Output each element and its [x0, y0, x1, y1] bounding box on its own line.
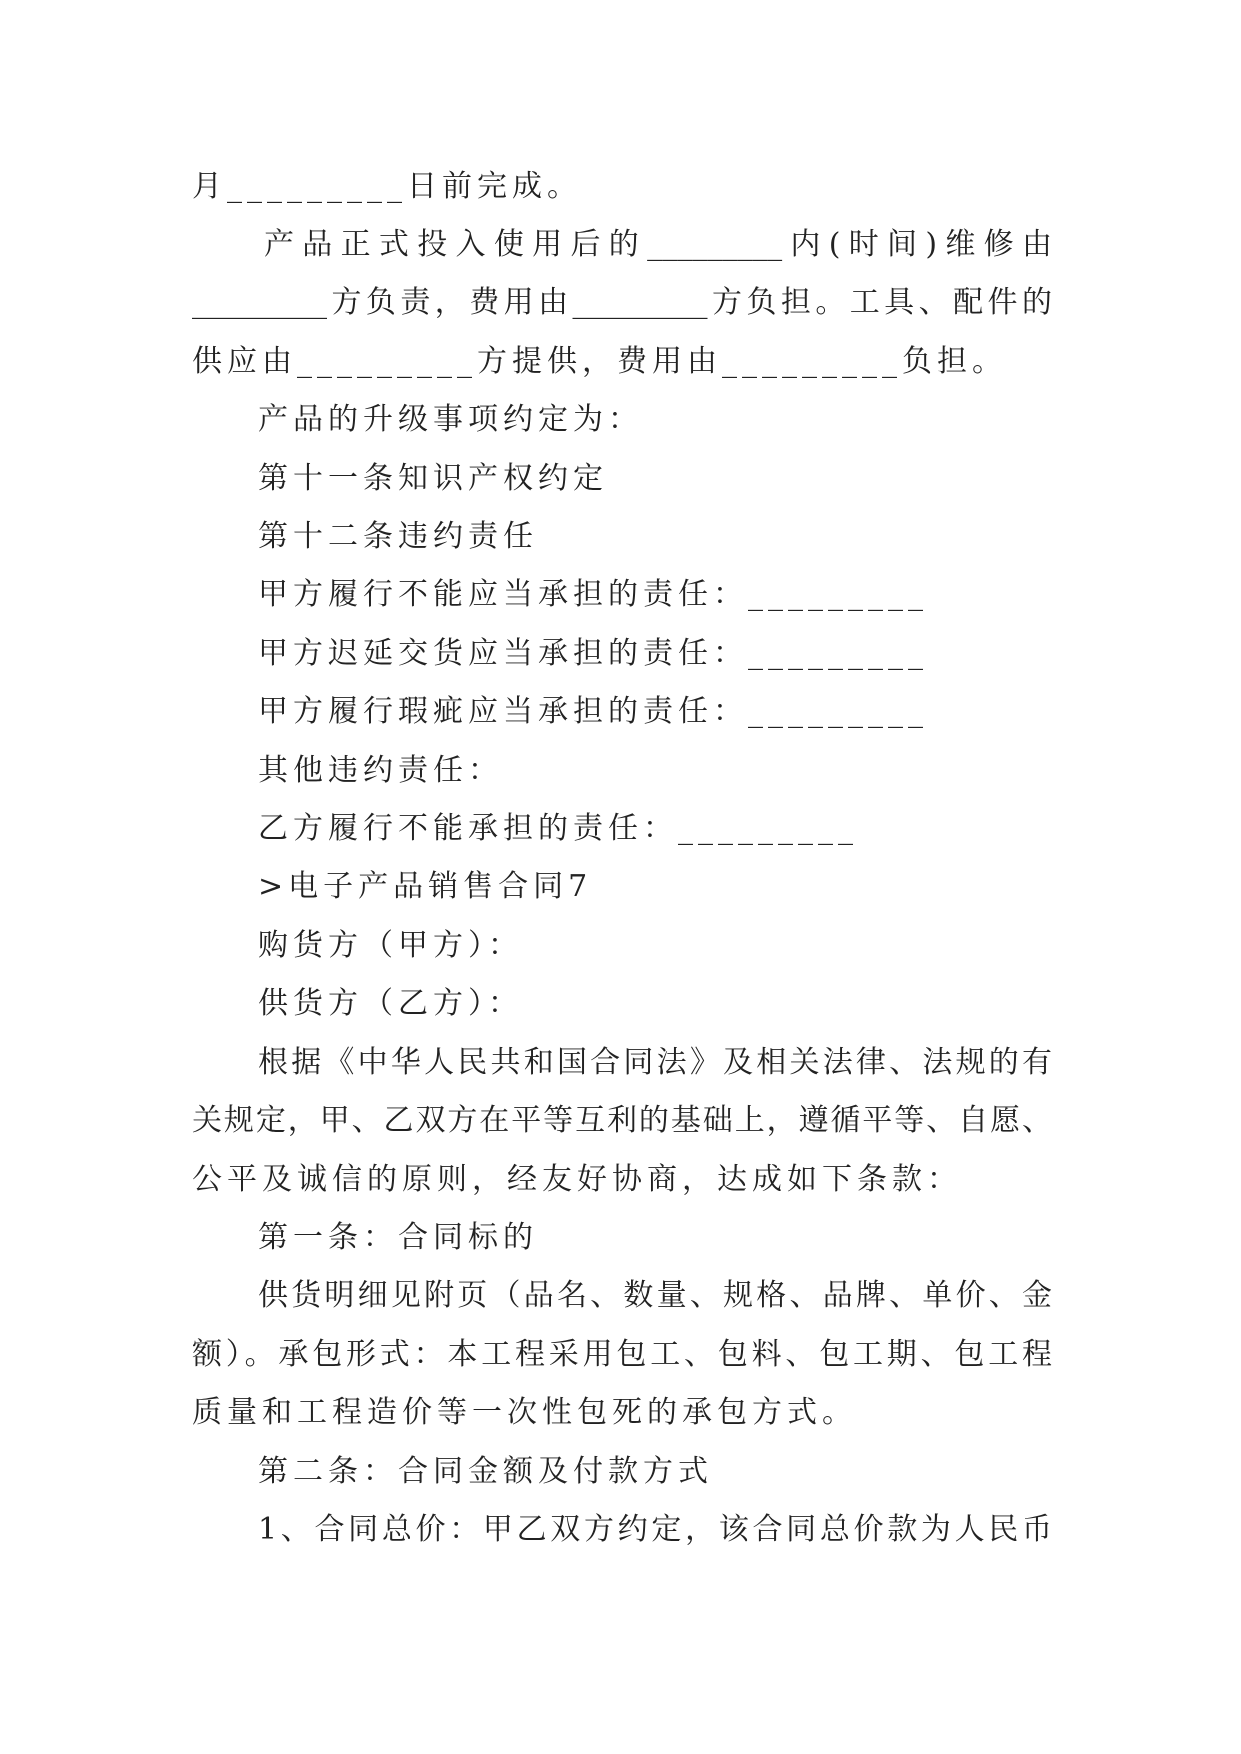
text-line: 甲方迟延交货应当承担的责任：_________: [258, 636, 928, 671]
text-line: _________方负责，费用由_________方负担。工具、配件的: [192, 285, 1052, 320]
section-heading: 第十一条知识产权约定: [258, 461, 608, 496]
document-title: >电子产品销售合同7: [258, 869, 593, 904]
text-line: 购货方（甲方）：: [258, 928, 523, 963]
text-line: 1、合同总价：甲乙双方约定，该合同总价款为人民币: [258, 1512, 1052, 1547]
section-heading: 第二条：合同金额及付款方式: [258, 1454, 713, 1489]
section-heading: 第十二条违约责任: [258, 519, 538, 554]
text-line: 根据《中华人民共和国合同法》及相关法律、法规的有: [258, 1045, 1052, 1080]
text-line: 质量和工程造价等一次性包死的承包方式。: [192, 1395, 857, 1430]
text-line: 关规定，甲、乙双方在平等互利的基础上，遵循平等、自愿、: [192, 1103, 1052, 1138]
text-line: 月_________日前完成。: [192, 169, 582, 204]
text-line: 供应由_________方提供，费用由_________负担。: [192, 344, 1007, 379]
text-line: 产品正式投入使用后的_________内(时间)维修由: [264, 227, 1052, 262]
text-line: 公平及诚信的原则，经友好协商，达成如下条款：: [192, 1162, 962, 1197]
text-line: 额）。承包形式：本工程采用包工、包料、包工期、包工程: [192, 1337, 1052, 1372]
text-line: 乙方履行不能承担的责任：_________: [258, 811, 858, 846]
text-line: 供货方（乙方）：: [258, 986, 523, 1021]
text-line: 产品的升级事项约定为：: [258, 402, 643, 437]
text-line: 供货明细见附页（品名、数量、规格、品牌、单价、金: [258, 1278, 1052, 1313]
text-line: 其他违约责任：: [258, 753, 503, 788]
text-line: 甲方履行瑕疵应当承担的责任：_________: [258, 694, 928, 729]
section-heading: 第一条：合同标的: [258, 1220, 538, 1255]
text-line: 甲方履行不能应当承担的责任：_________: [258, 577, 928, 612]
